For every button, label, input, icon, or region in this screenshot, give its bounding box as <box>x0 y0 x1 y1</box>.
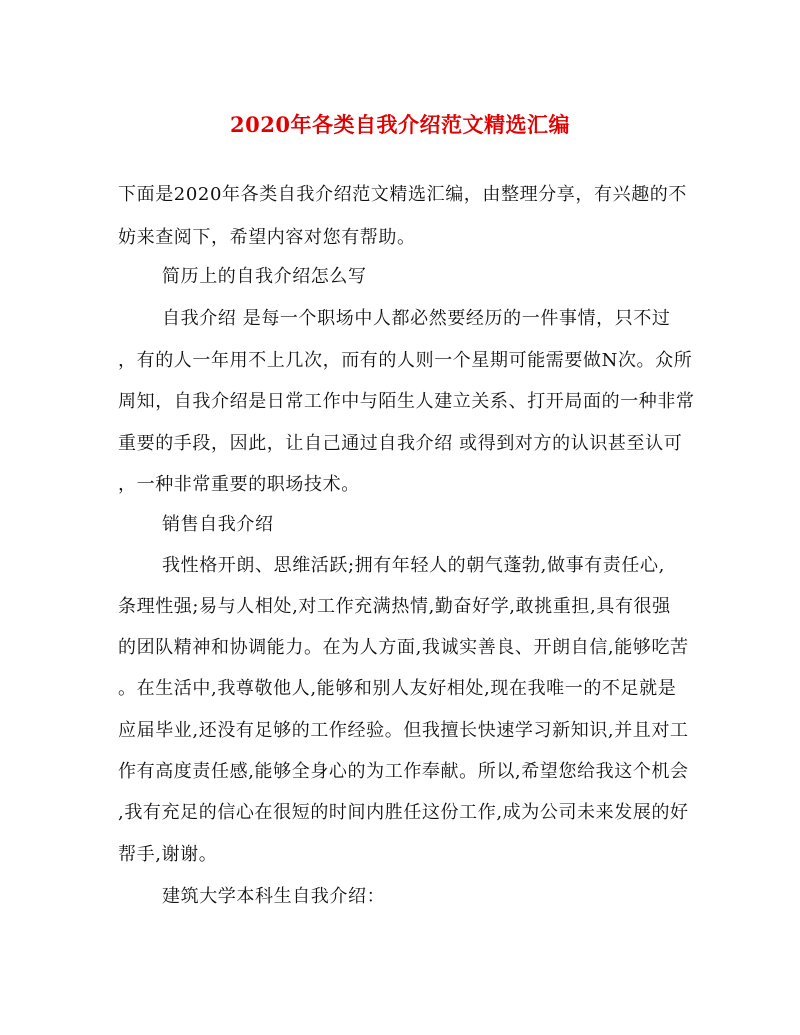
paragraph-line: 。在生活中,我尊敬他人,能够和别人友好相处,现在我唯一的不足就是 <box>118 678 677 699</box>
paragraph-line: 帮手,谢谢。 <box>118 844 218 865</box>
paragraph-line: 重要的手段，因此，让自己通过自我介绍 或得到对方的认识甚至认可 <box>118 433 683 454</box>
paragraph-line: ，有的人一年用不上几次，而有的人则一个星期可能需要做N次。众所 <box>118 350 693 371</box>
paragraph-line: 条理性强;易与人相处,对工作充满热情,勤奋好学,敢挑重担,具有很强 <box>118 596 671 617</box>
document-title: 2020年各类自我介绍范文精选汇编 <box>230 112 570 137</box>
paragraph-line: 作有高度责任感,能够全身心的为工作奉献。所以,希望您给我这个机会 <box>118 761 689 782</box>
intro-line-1: 下面是2020年各类自我介绍范文精选汇编，由整理分享，有兴趣的不 <box>118 184 688 205</box>
section-heading-resume: 简历上的自我介绍怎么写 <box>162 266 367 287</box>
section-heading-sales: 销售自我介绍 <box>162 514 274 535</box>
paragraph-line: 周知，自我介绍是日常工作中与陌生人建立关系、打开局面的一种非常 <box>118 391 695 412</box>
paragraph-line: ，一种非常重要的职场技术。 <box>118 474 360 495</box>
paragraph-line: ,我有充足的信心在很短的时间内胜任这份工作,成为公司未来发展的好 <box>118 802 689 823</box>
intro-line-2: 妨来查阅下，希望内容对您有帮助。 <box>118 227 416 248</box>
paragraph-line: 我性格开朗、思维活跃;拥有年轻人的朝气蓬勃,做事有责任心, <box>162 555 665 576</box>
paragraph-line: 的团队精神和协调能力。在为人方面,我诚实善良、开朗自信,能够吃苦 <box>118 637 689 658</box>
paragraph-line: 应届毕业,还没有足够的工作经验。但我擅长快速学习新知识,并且对工 <box>118 720 689 741</box>
section-heading-architecture: 建筑大学本科生自我介绍： <box>162 886 386 907</box>
paragraph-line: 自我介绍 是每一个职场中人都必然要经历的一件事情，只不过 <box>162 308 671 329</box>
